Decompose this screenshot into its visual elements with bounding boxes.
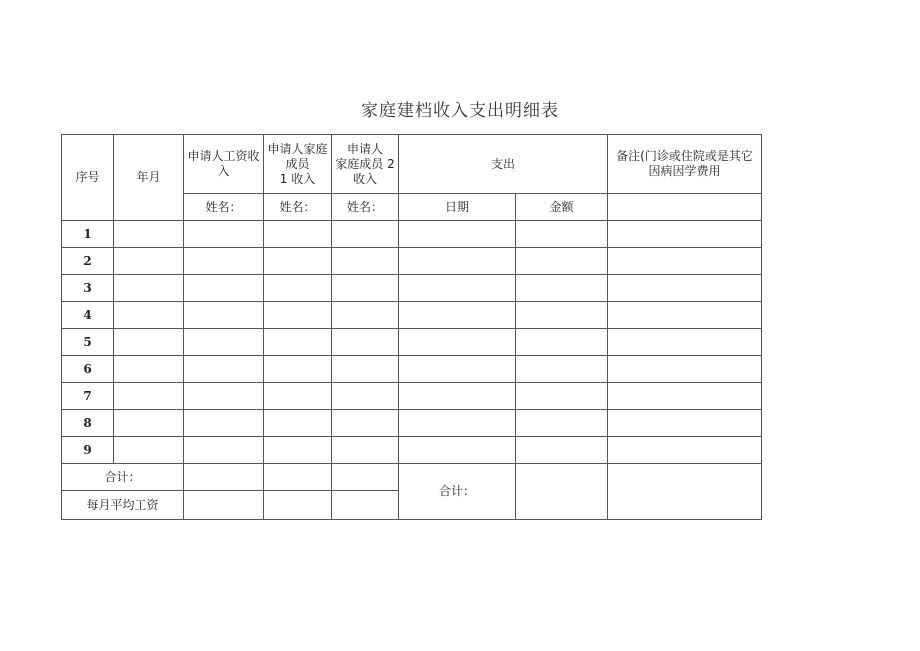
table-cell [608,356,762,383]
table-cell [264,437,332,464]
table-cell [332,329,399,356]
table-cell [608,437,762,464]
table-row [62,437,762,464]
table-cell [332,275,399,302]
avg-wage-label: 每月平均工资 [62,491,184,520]
table-cell [264,275,332,302]
table-cell [332,383,399,410]
table-cell [399,248,516,275]
table-row [62,275,762,302]
total-row [62,464,762,491]
table-cell [399,410,516,437]
header-year-month: 年月 [114,135,184,221]
table-cell [264,356,332,383]
table-cell [184,329,264,356]
row-number: 7 [62,383,114,410]
table-cell [332,464,399,491]
table-cell [114,437,184,464]
table-cell [264,248,332,275]
table-cell [608,383,762,410]
header-row [62,135,762,194]
table-cell [516,383,608,410]
table-cell [114,221,184,248]
header-member2-line3: 收入 [352,171,377,186]
header-remark-line2: 因病因学费用 [648,164,721,178]
table-cell [184,464,264,491]
table-cell [399,437,516,464]
total-label: 合计： [62,464,184,491]
table-cell [516,275,608,302]
table-cell [264,491,332,520]
table-cell [516,437,608,464]
table-cell [608,302,762,329]
header-seq: 序号 [62,135,114,221]
subheader-remark-blank [608,194,762,221]
table-cell [114,275,184,302]
table-cell [114,248,184,275]
table-cell [184,437,264,464]
row-number: 9 [62,437,114,464]
table-cell [516,302,608,329]
table-cell [516,329,608,356]
row-number: 8 [62,410,114,437]
table-row [62,302,762,329]
row-number: 2 [62,248,114,275]
page-title: 家庭建档收入支出明细表 [361,101,559,121]
table-cell [399,275,516,302]
table-cell [608,275,762,302]
table-cell [516,356,608,383]
table-row [62,356,762,383]
table-cell [516,248,608,275]
table-cell [516,410,608,437]
table-cell [399,329,516,356]
table-cell [332,356,399,383]
table-cell [399,356,516,383]
table-row [62,383,762,410]
table-cell [184,383,264,410]
table-cell [608,410,762,437]
table-cell [608,221,762,248]
table-cell [608,464,762,520]
header-date: 日期 [399,194,516,221]
name-field-applicant: 姓名： [184,194,264,221]
table-cell [114,356,184,383]
row-number: 5 [62,329,114,356]
table-cell [516,464,608,520]
table-cell [114,302,184,329]
table-row [62,221,762,248]
header-member1-line2: 1 收入 [279,171,316,186]
table-cell [264,383,332,410]
table-cell [332,491,399,520]
table-cell [399,221,516,248]
header-member1-income [264,135,332,194]
header-expense: 支出 [399,135,608,194]
table-row [62,329,762,356]
table-cell [184,356,264,383]
header-member2-income [332,135,399,194]
header-member2-line2: 家庭成员 2 [335,156,395,171]
name-field-member2: 姓名： [332,194,399,221]
table-cell [608,329,762,356]
table-cell [332,221,399,248]
row-number: 3 [62,275,114,302]
table-cell [264,302,332,329]
header-member2-line1: 申请人 [346,141,383,156]
table-row [62,248,762,275]
table-cell [264,464,332,491]
row-number: 1 [62,221,114,248]
table-cell [184,275,264,302]
name-field-member1: 姓名： [264,194,332,221]
table-cell [516,221,608,248]
table-cell [332,410,399,437]
table-cell [114,383,184,410]
table-cell [332,437,399,464]
table-cell [264,221,332,248]
header-amount: 金额 [516,194,608,221]
header-member1-line1: 申请人家庭成员 [267,141,328,171]
table-cell [332,248,399,275]
table-cell [184,221,264,248]
income-expense-table [61,134,762,520]
table-row [62,410,762,437]
row-number: 6 [62,356,114,383]
table-cell [114,410,184,437]
row-number: 4 [62,302,114,329]
table-cell [399,383,516,410]
table-cell [184,248,264,275]
table-cell [264,329,332,356]
header-remark [608,135,762,194]
header-applicant-income: 申请人工资收入 [184,135,264,194]
table-cell [264,410,332,437]
table-cell [184,302,264,329]
table-cell [184,410,264,437]
table-cell [399,302,516,329]
header-remark-line1: 备注(门诊或住院或是其它 [616,149,753,163]
table-cell [608,248,762,275]
table-cell [184,491,264,520]
table-cell [332,302,399,329]
expense-total-label: 合计： [399,464,516,520]
table-cell [114,329,184,356]
